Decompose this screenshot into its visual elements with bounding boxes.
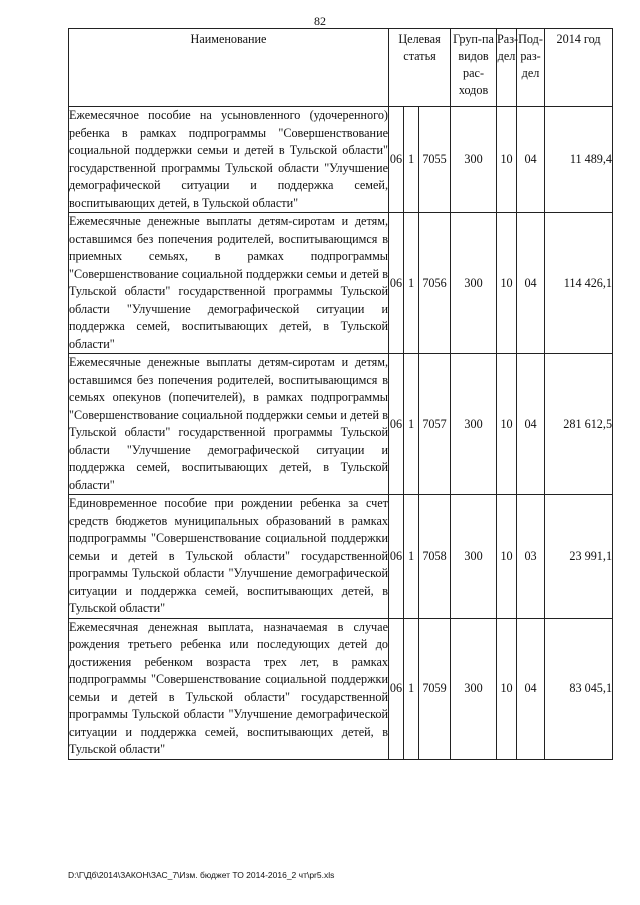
row-subprogram-code: 1 bbox=[404, 618, 419, 759]
header-section: Раз-дел bbox=[497, 29, 517, 107]
table-row bbox=[69, 354, 613, 495]
header-expense-group: Груп-па видов рас-ходов bbox=[451, 29, 497, 107]
file-path-footer: D:\Г\Дб\2014\ЗАКОН\ЗАС_7\Изм. бюджет ТО 2014-2016_2 чт\pr5.xls bbox=[68, 870, 335, 880]
row-subprogram-code: 1 bbox=[404, 495, 419, 619]
row-amount-2014: 11 489,4 bbox=[545, 107, 613, 213]
table-row bbox=[69, 495, 613, 619]
row-program-code: 06 bbox=[389, 354, 404, 495]
row-name: Единовременное пособие при рождении ребенка за счет средств бюджетов муниципальных образований в рамках подпрограммы "Совершенствование социальной поддержки семьи и детей в Тульской области" государственной программы Тульской области "Улучшение демографической ситуации и поддержка семей, воспитывающих детей, в Тульской области" bbox=[69, 495, 389, 619]
row-subsection: 03 bbox=[517, 495, 545, 619]
header-year: 2014 год bbox=[545, 29, 613, 107]
row-direction-code: 7056 bbox=[419, 213, 451, 354]
row-name: Ежемесячные денежные выплаты детям-сиротам и детям, оставшимся без попечения родителей, воспитывающимся в приемных семьях, в рамках подпрограммы "Совершенствование социальной поддержки семьи и детей в Тульской области" государственной программы Тульской области "Улучшение демографической ситуации и поддержка семей, воспитывающих детей, в Тульской области" bbox=[69, 213, 389, 354]
table-row bbox=[69, 213, 613, 354]
row-expense-group: 300 bbox=[451, 495, 497, 619]
row-subsection: 04 bbox=[517, 213, 545, 354]
row-subprogram-code: 1 bbox=[404, 354, 419, 495]
table-body bbox=[69, 107, 613, 760]
budget-table bbox=[68, 28, 613, 760]
row-expense-group: 300 bbox=[451, 618, 497, 759]
row-section: 10 bbox=[497, 495, 517, 619]
row-direction-code: 7058 bbox=[419, 495, 451, 619]
row-section: 10 bbox=[497, 107, 517, 213]
table-row bbox=[69, 107, 613, 213]
row-subsection: 04 bbox=[517, 618, 545, 759]
row-program-code: 06 bbox=[389, 213, 404, 354]
row-expense-group: 300 bbox=[451, 213, 497, 354]
row-amount-2014: 281 612,5 bbox=[545, 354, 613, 495]
row-amount-2014: 114 426,1 bbox=[545, 213, 613, 354]
row-expense-group: 300 bbox=[451, 107, 497, 213]
header-row bbox=[69, 29, 613, 107]
row-subsection: 04 bbox=[517, 354, 545, 495]
row-section: 10 bbox=[497, 213, 517, 354]
row-program-code: 06 bbox=[389, 107, 404, 213]
row-direction-code: 7055 bbox=[419, 107, 451, 213]
row-section: 10 bbox=[497, 618, 517, 759]
row-section: 10 bbox=[497, 354, 517, 495]
row-subsection: 04 bbox=[517, 107, 545, 213]
row-subprogram-code: 1 bbox=[404, 107, 419, 213]
row-amount-2014: 83 045,1 bbox=[545, 618, 613, 759]
row-program-code: 06 bbox=[389, 618, 404, 759]
row-name: Ежемесячные денежные выплаты детям-сиротам и детям, оставшимся без попечения родителей, воспитывающимся в семьях опекунов (попечителей), в рамках подпрограммы "Совершенствование социальной поддержки семьи и детей в Тульской области" государственной программы Тульской области "Улучшение демографической ситуации и поддержка семей, воспитывающих детей, в Тульской области" bbox=[69, 354, 389, 495]
header-name: Наименование bbox=[69, 29, 389, 107]
row-direction-code: 7059 bbox=[419, 618, 451, 759]
row-subprogram-code: 1 bbox=[404, 213, 419, 354]
table-row bbox=[69, 618, 613, 759]
header-subsection: Под-раз-дел bbox=[517, 29, 545, 107]
header-target-article: Целевая статья bbox=[389, 29, 451, 107]
row-name: Ежемесячное пособие на усыновленного (удочеренного) ребенка в рамках подпрограммы "Совершенствование социальной поддержки семьи и детей в Тульской области" государственной программы Тульской области "Улучшение демографической ситуации и поддержка семей, воспитывающих детей, в Тульской области" bbox=[69, 107, 389, 213]
row-expense-group: 300 bbox=[451, 354, 497, 495]
row-amount-2014: 23 991,1 bbox=[545, 495, 613, 619]
row-program-code: 06 bbox=[389, 495, 404, 619]
page-number: 82 bbox=[314, 14, 326, 28]
row-direction-code: 7057 bbox=[419, 354, 451, 495]
row-name: Ежемесячная денежная выплата, назначаемая в случае рождения третьего ребенка или последующих детей до достижения ребенком возраста трех лет, в рамках подпрограммы "Совершенствование социальной поддержки семьи и детей в Тульской области" государственной программы Тульской области "Улучшение демографической ситуации и поддержка семей, воспитывающих детей, в Тульской области" bbox=[69, 618, 389, 759]
